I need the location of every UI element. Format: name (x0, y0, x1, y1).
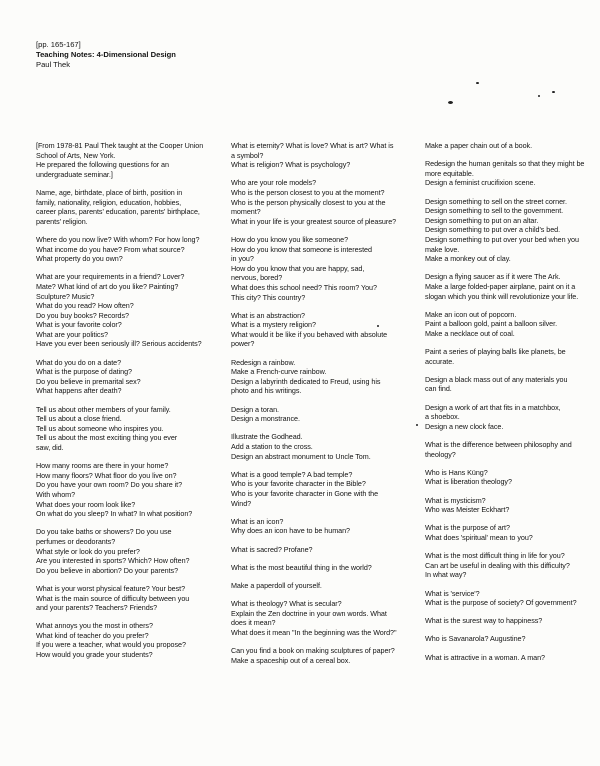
paragraph (425, 375, 595, 394)
paragraph-gap (425, 394, 595, 403)
text-line: does it mean? (231, 618, 276, 628)
text-line: Who is your favorite character in the Bible? (231, 479, 366, 489)
text-line: How do you know you like someone? (231, 234, 349, 244)
paragraph (425, 468, 595, 487)
text-line: Sculpture? Music? (36, 291, 95, 301)
paragraph (425, 141, 595, 151)
author-name: Paul Thek (36, 60, 71, 69)
paragraph (231, 545, 413, 555)
text-line: What income do you have? From what source? (36, 244, 185, 254)
paragraph (425, 347, 595, 366)
text-line: What is the difference between philosophy and (425, 440, 572, 449)
text-line: Wind? (231, 498, 252, 508)
text-line: What does your room look like? (36, 499, 136, 509)
text-line: Who is the person closest to you at the moment? (231, 187, 385, 197)
text-line: Illustrate the Godhead. (231, 432, 303, 442)
text-line: Do you have your own room? Do you share it? (36, 480, 183, 490)
paragraph-gap (231, 349, 413, 358)
paragraph (231, 405, 413, 424)
text-line: What is the most difficult thing in life for you? (425, 551, 565, 561)
header (36, 40, 176, 70)
text-line: What would it be like if you behaved with absolute (231, 329, 388, 339)
scan-speck (448, 101, 453, 104)
page-range: [pp. 165-167] (36, 40, 81, 49)
paragraph-gap (231, 536, 413, 545)
text-line: On what do you sleep? In what? In what position? (36, 509, 193, 519)
paragraph-gap (231, 572, 413, 581)
text-line: Add a station to the cross. (231, 442, 313, 451)
paragraph (425, 523, 595, 542)
paragraph (425, 653, 595, 663)
text-line: What kind of teacher do you prefer? (36, 630, 149, 640)
paragraph (425, 272, 595, 301)
text-line: Can you find a book on making sculptures of paper? (231, 646, 395, 656)
paragraph-gap (36, 575, 221, 584)
text-line: What annoys you the most in others? (36, 621, 153, 631)
column-1 (36, 141, 221, 660)
text-line: [From 1978-81 Paul Thek taught at the Cooper Union (36, 141, 204, 150)
text-line: What is the main source of difficulty between you (36, 593, 190, 603)
text-line: Design a work of art that fits in a matchbox, (425, 402, 561, 412)
text-line: Make a necklace out of coal. (425, 328, 515, 338)
paragraph (231, 646, 413, 665)
text-line: Do you take baths or showers? Do you use (36, 527, 172, 537)
text-line: Do you believe in premarital sex? (36, 376, 141, 386)
text-line: Do you believe in abortion? Do your parents? (36, 565, 179, 575)
paragraph-gap (425, 431, 595, 440)
scan-speck (416, 424, 418, 426)
text-line: Make a spaceship out of a cereal box. (231, 655, 351, 665)
text-line: How do you know that you are happy, sad, (231, 263, 365, 273)
paragraph-gap (36, 226, 221, 235)
text-line: perfumes or deodorants? (36, 536, 116, 546)
text-line: Explain the Zen doctrine in your own words. What (231, 608, 387, 618)
text-line: Design a toran. (231, 404, 279, 414)
text-line: What is the purpose of society? Of government? (425, 598, 577, 608)
paragraph (36, 584, 221, 613)
text-line: How would you grade your students? (36, 650, 153, 660)
text-line: can find. (425, 384, 452, 394)
text-line: Where do you now live? With whom? For how long? (36, 234, 200, 244)
text-line: What is your worst physical feature? Your best? (36, 583, 186, 593)
scan-speck (552, 91, 555, 93)
text-line: What is eternity? What is love? What is art? What is (231, 141, 394, 150)
text-line: Design something to put on an altar. (425, 215, 539, 225)
text-line: Make a French-curve rainbow. (231, 367, 327, 377)
text-line: What is liberation theology? (425, 477, 512, 487)
text-line: accurate. (425, 356, 455, 366)
paragraph-gap (425, 338, 595, 347)
paragraph-gap (425, 366, 595, 375)
paragraph-gap (231, 461, 413, 470)
paragraph (36, 358, 221, 396)
text-line: Paint a series of playing balls like planets, be (425, 347, 566, 357)
paragraph-gap (425, 188, 595, 197)
text-line: Design something to sell to the government. (425, 206, 564, 216)
text-line: Who is Hans Küng? (425, 467, 488, 477)
paragraph-gap (425, 580, 595, 589)
text-line: What in your life is your greatest source of pleasure? (231, 216, 397, 226)
paragraph-gap (231, 302, 413, 311)
text-line: Make a paper chain out of a book. (425, 141, 533, 150)
paragraph-gap (36, 264, 221, 273)
text-line: What is theology? What is secular? (231, 599, 342, 609)
paragraph (36, 405, 221, 453)
text-line: Tell us about someone who inspires you. (36, 423, 164, 433)
text-line: Make an icon out of popcorn. (425, 309, 517, 319)
text-line: theology? (425, 449, 456, 459)
paragraph-gap (425, 151, 595, 160)
text-line: a symbol? (231, 150, 264, 160)
paragraph-gap (231, 170, 413, 179)
text-line: Design a flying saucer as if it were The Ark. (425, 272, 561, 282)
text-line: He prepared the following questions for an (36, 160, 169, 170)
paragraph (231, 178, 413, 226)
text-line: Name, age, birthdate, place of birth, position in (36, 187, 183, 197)
text-line: What is mysticism? (425, 495, 486, 505)
text-line: Who is Savanarola? Augustine? (425, 634, 526, 644)
text-line: Tell us about a close friend. (36, 414, 122, 424)
text-line: nervous, bored? (231, 273, 283, 283)
text-line: power? (231, 339, 255, 349)
text-line: What do you read? How often? (36, 301, 134, 311)
paragraph-gap (425, 264, 595, 273)
paragraph (36, 621, 221, 659)
paragraph (36, 188, 221, 226)
scan-speck (377, 325, 379, 327)
text-line: If you were a teacher, what would you propose? (36, 640, 186, 650)
text-line: Redesign the human genitals so that they might be (425, 159, 585, 169)
scan-speck (538, 95, 540, 97)
text-line: Who is the person physically closest to you at the (231, 197, 386, 207)
paragraph (425, 403, 595, 432)
paragraph-gap (36, 519, 221, 528)
paragraph (231, 581, 413, 591)
text-line: Design a labyrinth dedicated to Freud, using his (231, 376, 381, 386)
paragraph-gap (36, 453, 221, 462)
text-line: What does it mean "In the beginning was the Word?" (231, 627, 397, 637)
text-line: What is the purpose of dating? (36, 367, 132, 377)
text-line: Tell us about other members of your family. (36, 404, 171, 414)
paragraph (36, 527, 221, 575)
text-line: How many floors? What floor do you live on? (36, 470, 177, 480)
text-line: How do you know that someone is interested (231, 244, 372, 254)
text-line: more equitable. (425, 168, 474, 178)
paragraph-gap (231, 226, 413, 235)
text-line: What is attractive in a woman. A man? (425, 652, 545, 662)
paragraph (36, 235, 221, 264)
text-line: What is the surest way to happiness? (425, 616, 543, 626)
text-line: In what way? (425, 570, 467, 580)
text-line: Who is your favorite character in Gone with the (231, 488, 379, 498)
paragraph (425, 197, 595, 264)
column-2 (231, 141, 413, 665)
text-line: parents' religion. (36, 216, 88, 226)
text-line: What is sacred? Profane? (231, 544, 313, 554)
text-line: Are you interested in sports? Which? How often? (36, 556, 190, 566)
text-line: What is an icon? (231, 516, 284, 526)
text-line: Have you ever been seriously ill? Serious accidents? (36, 339, 202, 349)
text-line: What is religion? What is psychology? (231, 160, 351, 170)
text-line: What style or look do you prefer? (36, 546, 140, 556)
text-line: Design something to put over a child's bed. (425, 225, 561, 235)
text-line: moment? (231, 207, 261, 217)
text-line: undergraduate seminar.] (36, 169, 113, 179)
paragraph-gap (231, 508, 413, 517)
paragraph (231, 599, 413, 637)
paragraph (36, 461, 221, 519)
text-line: Design something to sell on the street corner. (425, 196, 567, 206)
paragraph-gap (231, 591, 413, 600)
paragraph (231, 432, 413, 461)
text-line: Design something to put over your bed when you (425, 234, 579, 244)
paragraph (425, 551, 595, 580)
text-line: What is an abstraction? (231, 310, 305, 320)
text-line: What property do you own? (36, 254, 123, 264)
text-line: What is the most beautiful thing in the world? (231, 562, 372, 572)
paragraph (231, 141, 413, 170)
paragraph (231, 470, 413, 508)
column-3 (425, 141, 595, 662)
text-line: What is a mystery religion? (231, 320, 316, 330)
paragraph (425, 616, 595, 626)
scan-speck (476, 82, 479, 84)
paragraph (231, 358, 413, 396)
text-line: family, nationality, religion, education, hobbies, (36, 197, 182, 207)
text-line: What is your favorite color? (36, 320, 122, 330)
paragraph (425, 589, 595, 608)
paragraph (425, 634, 595, 644)
text-line: What does this school need? This room? You? (231, 282, 377, 292)
paragraph-gap (425, 608, 595, 617)
text-line: With whom? (36, 489, 76, 499)
paragraph (425, 310, 595, 339)
paragraph-gap (425, 644, 595, 653)
text-line: This city? This country? (231, 292, 306, 302)
paragraph-gap (425, 543, 595, 552)
text-line: What is 'service'? (425, 588, 480, 598)
paragraph-gap (425, 301, 595, 310)
paragraph (231, 563, 413, 573)
text-line: Can art be useful in dealing with this difficulty? (425, 560, 570, 570)
paragraph (425, 496, 595, 515)
text-line: What are your requirements in a friend? Lover? (36, 272, 185, 282)
text-line: Why does an icon have to be human? (231, 526, 350, 536)
text-line: How many rooms are there in your home? (36, 461, 169, 471)
text-line: Make a paperdoll of yourself. (231, 580, 322, 590)
paragraph-gap (425, 515, 595, 524)
paragraph (231, 235, 413, 302)
text-line: Do you buy books? Records? (36, 310, 129, 320)
text-line: Make a monkey out of clay. (425, 254, 511, 264)
paragraph (36, 141, 221, 179)
text-line: and your parents? Teachers? Friends? (36, 603, 158, 613)
text-line: What do you do on a date? (36, 357, 122, 367)
paragraph (36, 272, 221, 349)
text-line: What is the purpose of art? (425, 523, 510, 533)
paragraph-gap (425, 487, 595, 496)
text-line: What are your politics? (36, 329, 108, 339)
text-line: School of Arts, New York. (36, 150, 116, 160)
text-line: Who are your role models? (231, 178, 317, 188)
text-line: Design an abstract monument to Uncle Tom. (231, 451, 371, 461)
paragraph-gap (231, 396, 413, 405)
text-line: Design a black mass out of any materials you (425, 374, 568, 384)
paragraph-gap (231, 637, 413, 646)
text-line: What does 'spiritual' mean to you? (425, 532, 533, 542)
paragraph (425, 159, 595, 188)
paragraph-gap (36, 396, 221, 405)
text-line: make love. (425, 244, 460, 254)
paragraph (231, 517, 413, 536)
text-line: career plans, parents' education, parents' birthplace, (36, 207, 200, 217)
text-line: in you? (231, 254, 254, 264)
text-line: Mate? What kind of art do you like? Painting? (36, 281, 179, 291)
paragraph-gap (36, 179, 221, 188)
paragraph-gap (425, 459, 595, 468)
paragraph-gap (231, 554, 413, 563)
text-line: What happens after death? (36, 386, 122, 396)
text-line: Design a feminist crucifixion scene. (425, 178, 536, 188)
text-line: saw, did. (36, 443, 64, 452)
paragraph-gap (231, 424, 413, 433)
text-line: Make a large folded-paper airplane, paint on it a (425, 281, 576, 291)
text-line: a shoebox. (425, 412, 460, 422)
text-line: Design a monstrance. (231, 414, 300, 424)
text-line: Redesign a rainbow. (231, 357, 296, 367)
text-line: slogan which you think will revolutionize your life. (425, 291, 579, 301)
paragraph-gap (425, 626, 595, 635)
text-line: Who was Meister Eckhart? (425, 505, 510, 515)
text-line: photo and his writings. (231, 386, 302, 396)
paragraph (231, 311, 413, 349)
paragraph-gap (36, 349, 221, 358)
paragraph (425, 440, 595, 459)
text-line: Design a new clock face. (425, 421, 504, 431)
text-line: Tell us about the most exciting thing you ever (36, 433, 178, 443)
document-title: Teaching Notes: 4-Dimensional Design (36, 50, 176, 59)
paragraph-gap (36, 613, 221, 622)
text-line: Paint a balloon gold, paint a balloon silver. (425, 319, 558, 329)
text-line: What is a good temple? A bad temple? (231, 469, 353, 479)
